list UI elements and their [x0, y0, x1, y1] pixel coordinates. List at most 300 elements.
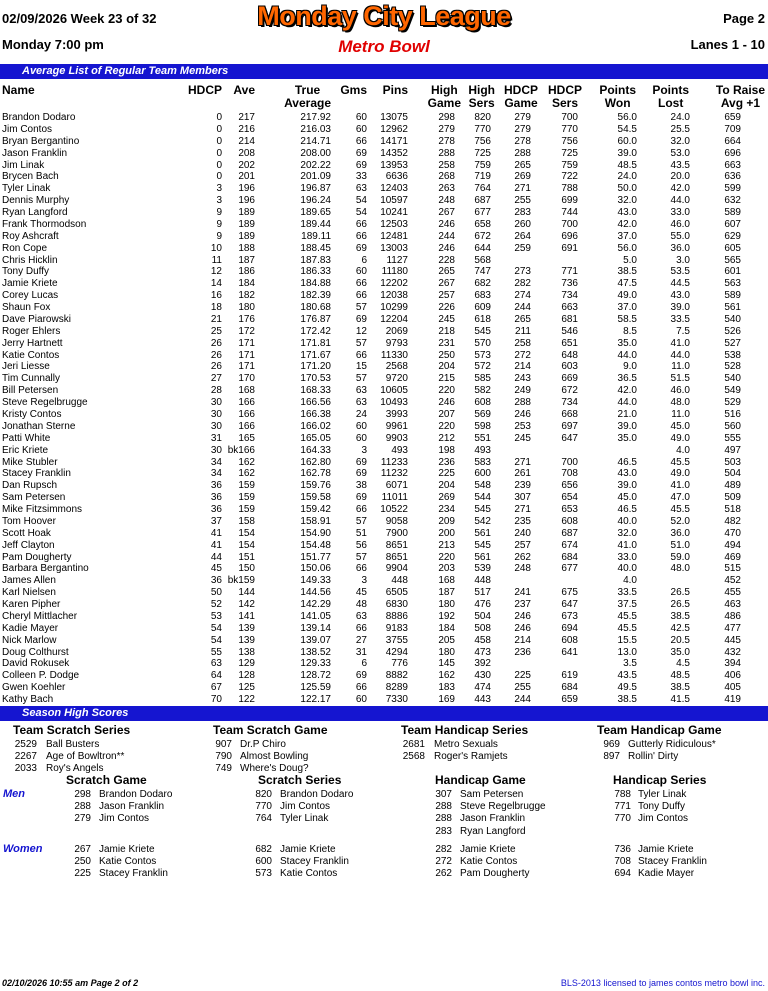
table-cell: 1127	[386, 254, 408, 266]
table-cell: 582	[474, 385, 491, 397]
table-cell: 0	[216, 171, 222, 183]
table-cell: 672	[561, 385, 578, 397]
column-header-top: Points	[652, 83, 689, 97]
table-cell: 69	[355, 313, 367, 325]
table-row	[0, 266, 768, 278]
table-cell: 656	[561, 480, 578, 492]
table-cell: 202.22	[300, 159, 331, 171]
table-cell: 31	[355, 646, 367, 658]
table-cell: 14171	[380, 135, 408, 147]
table-cell: 776	[391, 658, 408, 670]
table-cell: 36.5	[617, 373, 637, 385]
table-cell: 162.80	[300, 456, 331, 468]
table-cell: 162	[438, 670, 455, 682]
table-cell: 41.0	[617, 539, 637, 551]
table-cell: 186.33	[300, 266, 331, 278]
table-cell: 694	[561, 622, 578, 634]
table-cell: 200	[438, 527, 455, 539]
table-cell: 145	[438, 658, 455, 670]
table-cell: 681	[561, 313, 578, 325]
table-cell: 11	[211, 254, 222, 266]
table-cell: 45.5	[617, 622, 637, 634]
table-cell: 36	[210, 575, 222, 587]
table-cell: 32.0	[670, 135, 690, 147]
table-cell: Cheryl Mittlacher	[2, 610, 78, 622]
team-name: Dr.P Chiro	[240, 739, 286, 750]
table-cell: 10241	[380, 207, 408, 219]
table-cell: 8651	[385, 551, 408, 563]
table-row	[0, 136, 768, 148]
column-header-bottom: Sers	[551, 96, 578, 110]
men-bowler-name: Jim Contos	[638, 813, 689, 825]
table-cell: 589	[724, 207, 741, 219]
table-cell: 11233	[380, 456, 408, 468]
table-cell: 214	[238, 135, 255, 147]
men-score: 283	[435, 825, 452, 837]
table-cell: 13.0	[617, 646, 637, 658]
column-header	[340, 84, 367, 97]
men-bowler-name: Brandon Dodaro	[280, 789, 354, 800]
table-cell: 463	[724, 599, 741, 611]
table-cell: 182.39	[300, 290, 331, 302]
table-cell: 9183	[385, 622, 408, 634]
table-cell: 32.0	[617, 527, 637, 539]
table-cell: 504	[474, 610, 491, 622]
table-cell: 619	[561, 670, 578, 682]
table-cell: 246	[514, 622, 531, 634]
table-cell: 4294	[385, 646, 408, 658]
table-cell: 21.0	[617, 409, 637, 420]
table-cell: 687	[474, 195, 491, 207]
table-cell: 279	[514, 112, 531, 123]
table-cell: 8651	[385, 539, 408, 551]
table-cell: 189	[238, 207, 255, 219]
column-header-top: HDCP	[547, 83, 582, 97]
table-cell: 249	[514, 385, 531, 397]
team-name: Rollin' Dirty	[628, 751, 679, 762]
women-score: 262	[435, 868, 452, 880]
table-cell: 159.76	[300, 480, 331, 492]
table-cell: 142	[238, 599, 255, 611]
table-cell: 168	[438, 575, 455, 587]
column-header	[599, 84, 636, 110]
table-cell: 246	[438, 218, 455, 230]
table-row	[0, 314, 768, 326]
table-cell: 3.0	[676, 254, 690, 266]
table-cell: 10522	[380, 504, 408, 516]
table-cell: 271	[514, 504, 531, 516]
table-cell: 709	[724, 123, 741, 135]
table-cell: 279	[514, 123, 531, 135]
table-cell: 166.02	[300, 420, 331, 432]
table-cell: 165	[238, 432, 255, 444]
table-cell: 770	[561, 123, 578, 135]
women-score: 600	[255, 856, 272, 868]
table-cell: 170	[238, 373, 255, 385]
table-cell: 220	[438, 551, 455, 563]
table-cell: 67	[210, 682, 222, 694]
table-cell: 154	[238, 539, 255, 551]
table-cell: 9904	[385, 563, 408, 575]
table-cell: 561	[724, 302, 741, 314]
table-row	[0, 528, 768, 540]
table-cell: 3755	[385, 634, 408, 646]
table-cell: 159	[238, 504, 255, 516]
table-cell: 40.0	[617, 515, 637, 527]
table-cell: 201	[238, 171, 255, 183]
table-cell: 46.0	[670, 218, 690, 230]
column-header-top: True	[294, 83, 321, 97]
table-cell: 66	[355, 349, 367, 361]
men-bowler-name: Sam Petersen	[460, 789, 524, 800]
table-cell: 171	[238, 337, 255, 349]
table-cell: 4.0	[623, 575, 637, 587]
table-cell: 187	[238, 254, 255, 266]
women-bowler-name: Jamie Kriete	[280, 844, 336, 855]
table-cell: 43.0	[670, 290, 690, 302]
column-header-bottom: Won	[604, 96, 631, 110]
table-cell: 171.67	[300, 349, 331, 361]
table-cell: 6505	[385, 587, 408, 599]
table-cell: 569	[474, 409, 491, 420]
table-cell: Dan Rupsch	[2, 480, 58, 492]
table-cell: 771	[561, 266, 578, 278]
table-cell: Shaun Fox	[2, 302, 51, 314]
table-cell: 455	[724, 587, 741, 599]
table-cell: 759	[561, 159, 578, 171]
table-cell: 10605	[380, 385, 408, 397]
table-cell: 659	[561, 694, 578, 706]
men-bowler-name: Ryan Langford	[460, 825, 526, 837]
table-cell: 144.56	[300, 587, 331, 599]
column-header	[428, 84, 461, 110]
table-cell: 60	[355, 694, 367, 706]
table-cell: 55.0	[670, 230, 690, 242]
column-header-top: To Raise	[715, 83, 765, 97]
table-cell: Dennis Murphy	[2, 195, 70, 207]
table-cell: 39.0	[617, 420, 637, 432]
table-row	[0, 468, 768, 480]
table-cell: 180	[238, 302, 255, 314]
team-score: 969	[603, 739, 620, 750]
table-cell: 283	[514, 207, 531, 219]
table-cell: Tom Hoover	[2, 515, 56, 527]
table-cell: 545	[474, 504, 491, 516]
table-cell: 651	[561, 337, 578, 349]
women-score: 682	[255, 844, 272, 855]
men-score: 288	[435, 801, 452, 813]
table-cell: 2069	[385, 325, 408, 337]
table-cell: 307	[514, 492, 531, 504]
men-score: 820	[255, 789, 272, 800]
table-cell: 48.5	[670, 670, 690, 682]
team-score: 2529	[14, 739, 37, 750]
table-cell: 189	[238, 230, 255, 242]
table-cell: 600	[474, 468, 491, 480]
table-cell: 69	[355, 468, 367, 480]
table-cell: 129	[238, 658, 255, 670]
table-cell: 6	[361, 658, 367, 670]
women-score: 225	[74, 868, 91, 880]
table-cell: 20.5	[670, 634, 690, 646]
table-cell: 458	[474, 634, 491, 646]
table-row	[0, 160, 768, 172]
table-cell: 696	[561, 230, 578, 242]
table-cell: Jamie Kriete	[2, 278, 58, 290]
women-bowler-name: Jamie Kriete	[638, 844, 694, 855]
table-cell: 493	[391, 444, 408, 456]
table-cell: 246	[514, 610, 531, 622]
table-cell: 607	[724, 218, 741, 230]
table-cell: 288	[514, 147, 531, 159]
table-row	[0, 124, 768, 136]
table-cell: 162	[238, 456, 255, 468]
table-cell: 204	[438, 480, 455, 492]
table-cell: 568	[474, 254, 491, 266]
table-cell: 278	[438, 135, 455, 147]
table-cell: Bill Petersen	[2, 385, 59, 397]
table-cell: 9	[216, 207, 222, 219]
table-cell: 663	[561, 302, 578, 314]
table-cell: Tyler Linak	[2, 183, 51, 195]
table-cell: 12503	[380, 218, 408, 230]
table-cell: 641	[561, 646, 578, 658]
women-bowler-name: Stacey Franklin	[99, 868, 168, 880]
table-cell: 2568	[385, 361, 408, 373]
table-cell: 508	[474, 622, 491, 634]
table-row	[0, 504, 768, 516]
table-cell: 60	[355, 420, 367, 432]
table-cell: 7.5	[676, 325, 690, 337]
table-cell: 182	[238, 290, 255, 302]
table-cell: 394	[724, 658, 741, 670]
table-cell: 675	[561, 587, 578, 599]
table-cell: 608	[561, 515, 578, 527]
table-cell: 255	[514, 195, 531, 207]
table-cell: 26.5	[670, 599, 690, 611]
table-cell: 589	[724, 290, 741, 302]
table-cell: 43.0	[617, 207, 637, 219]
table-cell: 50.0	[617, 183, 637, 195]
women-bowler-name: Stacey Franklin	[638, 856, 707, 868]
table-row	[0, 361, 768, 373]
table-cell: 12	[210, 266, 222, 278]
table-cell: 196	[238, 195, 255, 207]
table-cell: 700	[561, 218, 578, 230]
table-cell: 69	[355, 147, 367, 159]
table-cell: 45.5	[670, 504, 690, 516]
table-cell: 44.0	[617, 397, 637, 409]
team-score: 2033	[14, 763, 37, 774]
column-header-bottom: Gms	[340, 83, 367, 97]
table-cell: 708	[561, 468, 578, 480]
table-cell: 38.5	[617, 266, 637, 278]
table-cell: 452	[724, 575, 741, 587]
table-cell: 220	[438, 420, 455, 432]
table-cell: 470	[724, 527, 741, 539]
table-cell: 43.0	[617, 468, 637, 480]
table-cell: 205	[438, 634, 455, 646]
women-score: 267	[74, 844, 91, 855]
table-cell: 244	[514, 694, 531, 706]
table-cell: 56.0	[617, 242, 637, 254]
table-cell: 7330	[385, 694, 408, 706]
table-cell: Jim Linak	[2, 159, 45, 171]
table-cell: 469	[724, 551, 741, 563]
table-cell: 45.5	[617, 610, 637, 622]
table-cell: 392	[474, 658, 491, 670]
table-cell: 561	[474, 527, 491, 539]
table-cell: 15	[355, 361, 367, 373]
table-row	[0, 350, 768, 362]
table-cell: 168.33	[300, 385, 331, 397]
table-cell: 46.5	[617, 456, 637, 468]
table-cell: 216.03	[300, 123, 331, 135]
table-cell: Brandon Dodaro	[2, 112, 76, 123]
table-cell: 246	[438, 397, 455, 409]
men-score: 770	[614, 813, 631, 825]
table-cell: 25.5	[670, 123, 690, 135]
table-cell: 27	[355, 634, 367, 646]
men-score: 298	[74, 789, 91, 800]
table-cell: 245	[438, 313, 455, 325]
table-cell: 141	[238, 610, 255, 622]
table-cell: 159.42	[300, 504, 331, 516]
table-cell: 211	[515, 325, 531, 337]
table-cell: 603	[561, 361, 578, 373]
day-time: Monday 7:00 pm	[2, 37, 104, 52]
table-cell: Frank Thormodson	[2, 218, 87, 230]
table-cell: Colleen P. Dodge	[2, 670, 80, 682]
table-cell: 139	[238, 634, 255, 646]
table-cell: 419	[724, 694, 741, 706]
team-name: Gutterly Ridiculous*	[628, 739, 716, 750]
table-cell: 166	[238, 397, 255, 409]
table-cell: 11180	[381, 266, 408, 278]
table-cell: 204	[438, 361, 455, 373]
table-row	[0, 516, 768, 528]
table-cell: 64	[210, 670, 222, 682]
table-cell: bk166	[227, 444, 255, 456]
table-cell: 180.68	[300, 302, 331, 314]
women-score: 272	[435, 856, 452, 868]
table-cell: 34	[210, 468, 222, 480]
table-cell: 165.05	[300, 432, 331, 444]
table-cell: 12481	[380, 230, 408, 242]
table-cell: 159.58	[300, 492, 331, 504]
table-cell: Roger Ehlers	[2, 325, 61, 337]
men-bowler-name: Tony Duffy	[638, 801, 686, 813]
table-cell: 636	[724, 171, 741, 183]
table-cell: 49.0	[617, 290, 637, 302]
table-cell: 744	[561, 207, 578, 219]
table-cell: 139.07	[300, 634, 331, 646]
table-cell: 150	[238, 563, 255, 575]
table-cell: 66	[355, 504, 367, 516]
table-cell: 659	[724, 112, 741, 123]
table-cell: 228	[438, 254, 455, 266]
table-cell: 258	[438, 159, 455, 171]
table-cell: 540	[724, 373, 741, 385]
table-cell: Mike Stubler	[2, 456, 58, 468]
table-cell: 573	[474, 349, 491, 361]
team-name: Ball Busters	[46, 739, 100, 750]
table-cell: 36	[210, 480, 222, 492]
table-row	[0, 445, 768, 457]
column-header	[548, 84, 582, 110]
table-cell: 36.0	[670, 242, 690, 254]
table-cell: 629	[724, 230, 741, 242]
women-label: Women	[3, 843, 43, 855]
table-cell: Pam Dougherty	[2, 551, 72, 563]
table-cell: 49.5	[617, 682, 637, 694]
column-header	[188, 84, 222, 97]
table-cell: 24	[355, 409, 367, 420]
table-cell: 14352	[380, 147, 408, 159]
table-cell: 11011	[381, 492, 408, 504]
table-cell: 166.38	[300, 409, 331, 420]
table-cell: 527	[724, 337, 741, 349]
table-cell: 262	[514, 551, 531, 563]
table-cell: 225	[438, 468, 455, 480]
table-row	[0, 409, 768, 421]
team-category-header: Team Handicap Series	[401, 723, 529, 737]
table-cell: 33	[355, 171, 367, 183]
table-cell: 540	[724, 313, 741, 325]
table-cell: 9.0	[623, 361, 637, 373]
team-score: 907	[215, 739, 232, 750]
table-cell: 445	[724, 634, 741, 646]
table-cell: 248	[438, 195, 455, 207]
men-bowler-name: Tyler Linak	[280, 813, 329, 825]
table-cell: 139.14	[300, 622, 331, 634]
table-row	[0, 540, 768, 552]
table-cell: 46.5	[617, 504, 637, 516]
team-name: Roy's Angels	[46, 763, 104, 774]
table-cell: 35.0	[670, 646, 690, 658]
footer-left: 02/10/2026 10:55 am Page 2 of 2	[2, 978, 139, 988]
table-cell: 225	[514, 670, 531, 682]
table-cell: 605	[724, 242, 741, 254]
table-row	[0, 433, 768, 445]
team-name: Where's Doug?	[240, 763, 309, 774]
column-header-bottom: Average	[284, 96, 331, 110]
table-cell: 63	[355, 385, 367, 397]
table-cell: 432	[724, 646, 741, 658]
table-cell: bk159	[227, 575, 255, 587]
table-cell: 189.11	[301, 230, 331, 242]
table-cell: 12962	[380, 123, 408, 135]
table-cell: 13953	[380, 159, 408, 171]
table-cell: 43.5	[617, 670, 637, 682]
table-cell: 722	[561, 171, 578, 183]
table-cell: 764	[474, 183, 491, 195]
table-cell: Brycen Bach	[2, 171, 59, 183]
table-cell: 13003	[380, 242, 408, 254]
table-cell: 42.5	[670, 622, 690, 634]
column-header	[652, 84, 689, 110]
table-row	[0, 195, 768, 207]
table-cell: 0	[216, 147, 222, 159]
table-cell: Kathy Bach	[2, 694, 54, 706]
table-cell: 10493	[380, 397, 408, 409]
table-cell: 35.0	[617, 432, 637, 444]
table-cell: 632	[724, 195, 741, 207]
page-number: Page 2	[723, 11, 765, 26]
lanes: Lanes 1 - 10	[690, 37, 765, 52]
table-row	[0, 480, 768, 492]
table-cell: 14	[210, 278, 222, 290]
